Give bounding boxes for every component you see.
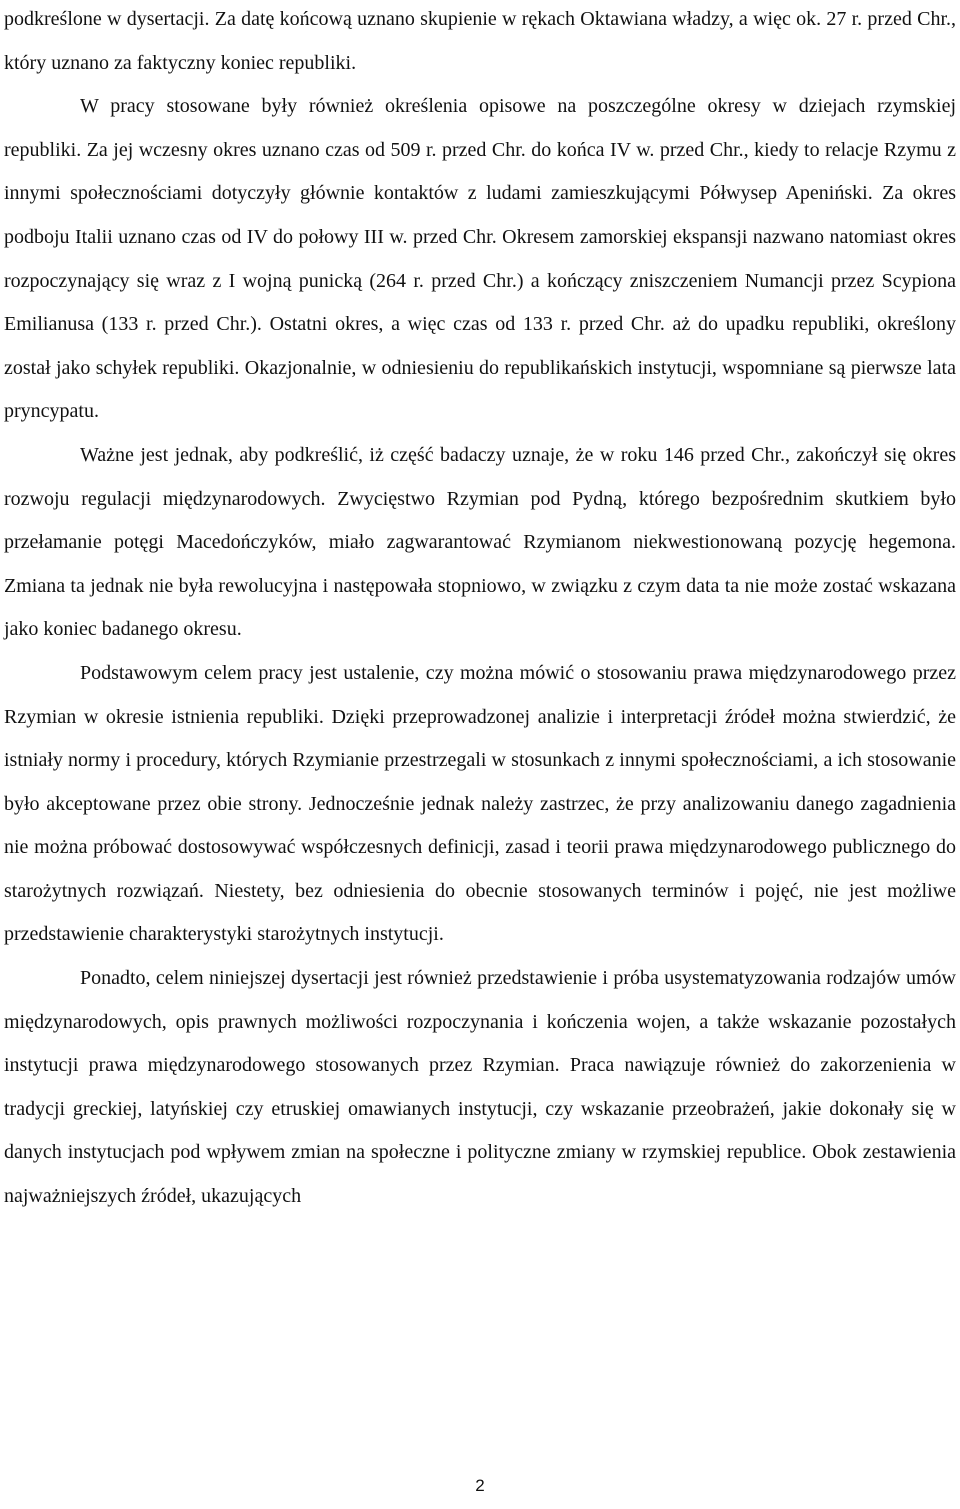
paragraph-continuation: podkreślone w dysertacji. Za datę końcową uznano skupienie w rękach Oktawiana władzy, a więc ok. 27 r. przed Chr., który uznano za faktyczny koniec republiki. [4,8,956,74]
page-number: 2 [475,1476,485,1495]
paragraph-periods: W pracy stosowane były również określenia opisowe na poszczególne okresy w dziejach rzymskiej republiki. Za jej wczesny okres uznano czas od 509 r. przed Chr. do końca IV w. przed Chr., kiedy to relacje Rzymu z innymi społecznościami dotyczyły głównie kontaktów z ludami zamieszkującymi Półwysep Apeniński. Za okres podboju Italii uznano czas od IV do połowy III w. przed Chr. Okresem zamorskiej ekspansji nazwano natomiast okres rozpoczynający się wraz z I wojną punicką (264 r. przed Chr.) a kończący zniszczeniem Numancji przez Scypiona Emilianusa (133 r. przed Chr.). Ostatni okres, a więc czas od 133 r. przed Chr. aż do upadku republiki, określony został jako schyłek republiki. Okazjonalnie, w odniesieniu do republikańskich instytucji, wspomniane są pierwsze lata pryncypatu. [4,95,956,423]
paragraph-main-goal: Podstawowym celem pracy jest ustalenie, czy można mówić o stosowaniu prawa międzynarodowego przez Rzymian w okresie istnienia republiki. Dzięki przeprowadzonej analizie i interpretacji źródeł można stwierdzić, że istniały normy i procedury, których Rzymianie przestrzegali w stosunkach z innymi społecznościami, a ich stosowanie było akceptowane przez obie strony. Jednocześnie jednak należy zastrzec, że przy analizowaniu danego zagadnienia nie można próbować dostosowywać współczesnych definicji, zasad i teorii prawa międzynarodowego publicznego do starożytnych rozwiązań. Niestety, bez odniesienia do obecnie stosowanych terminów i pojęć, nie jest możliwe przedstawienie charakterystyki starożytnych instytucji. [4,661,956,946]
paragraph-146-bc: Ważne jest jednak, aby podkreślić, iż część badaczy uznaje, że w roku 146 przed Chr., zakończył się okres rozwoju regulacji międzynarodowych. Zwycięstwo Rzymian pod Pydną, którego bezpośrednim skutkiem było przełamanie potęgi Macedończyków, miało zagwarantować Rzymianom niekwestionowaną pozycję hegemona. Zmiana ta jednak nie była rewolucyjna i następowała stopniowo, w związku z czym data ta nie może zostać wskazana jako koniec badanego okresu. [4,443,956,641]
paragraph-further-goals: Ponadto, celem niniejszej dysertacji jest również przedstawienie i próba usystematyzowania rodzajów umów międzynarodowych, opis prawnych możliwości rozpoczynania i kończenia wojen, a także wskazanie pozostałych instytucji prawa międzynarodowego stosowanych przez Rzymian. Praca nawiązuje również do zakorzenienia w tradycji greckiej, latyńskiej czy etruskiej omawianych instytucji, czy wskazanie przeobrażeń, jakie dokonały się w danych instytucjach pod wpływem zmian na społeczne i polityczne zmiany w rzymskiej republice. Obok zestawienia najważniejszych źródeł, ukazujących [4,967,956,1208]
document-page [4,0,956,1509]
